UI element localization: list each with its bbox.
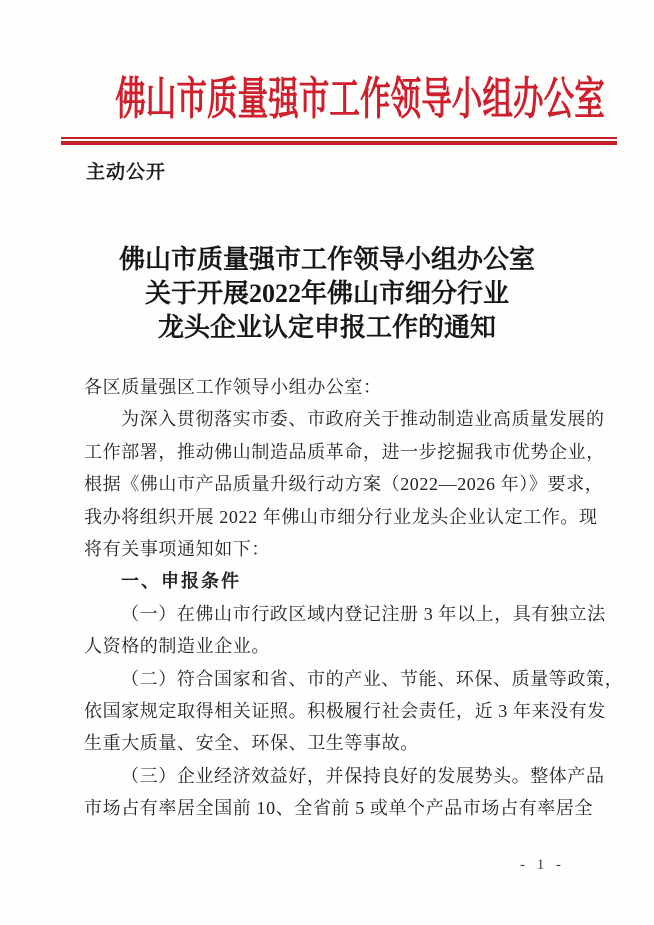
section-heading: 一、申报条件: [121, 571, 241, 592]
body-line: （一）在佛山市行政区域内登记注册 3 年以上，具有独立法: [121, 603, 606, 624]
body-line: 依国家规定取得相关证照。积极履行社会责任，近 3 年来没有发: [84, 701, 606, 722]
body-line: （三）企业经济效益好，并保持良好的发展势头。整体产品: [121, 765, 605, 786]
notice-title-line-1: 佛山市质量强市工作领导小组办公室: [118, 245, 535, 274]
body-line: 市场占有率居全国前 10、全省前 5 或单个产品市场占有率居全: [84, 798, 594, 819]
letterhead-rule-thick: [61, 141, 617, 145]
salutation-line: 各区质量强区工作领导小组办公室：: [84, 377, 382, 397]
body-line: 人资格的制造业企业。: [84, 636, 270, 657]
body-line: 生重大质量、安全、环保、卫生等事故。: [84, 733, 419, 754]
notice-body: [84, 371, 624, 825]
body-line: 将有关事项通知如下：: [84, 539, 270, 560]
body-line: 工作部署，推动佛山制造品质革命，进一步挖掘我市优势企业，: [84, 441, 605, 462]
body-line: 根据《佛山市产品质量升级行动方案（2022—2026 年）》要求，: [84, 474, 604, 495]
page-number: - 1 -: [520, 857, 565, 873]
letterhead-rule-thin: [61, 137, 617, 139]
body-line: （二）符合国家和省、市的产业、节能、环保、质量等政策，: [121, 668, 624, 689]
notice-title-line-2: 关于开展2022年佛山市细分行业: [144, 279, 509, 308]
notice-title-line-3: 龙头企业认定申报工作的通知: [157, 313, 496, 342]
publicity-label: 主动公开: [86, 162, 167, 183]
notice-title: [0, 243, 654, 345]
letterhead-office-name: 佛山市质量强市工作领导小组办公室: [115, 74, 605, 124]
letterhead: [0, 74, 654, 124]
body-line: 为深入贯彻落实市委、市政府关于推动制造业高质量发展的: [121, 409, 605, 430]
body-line: 我办将组织开展 2022 年佛山市细分行业龙头企业认定工作。现: [84, 506, 598, 527]
